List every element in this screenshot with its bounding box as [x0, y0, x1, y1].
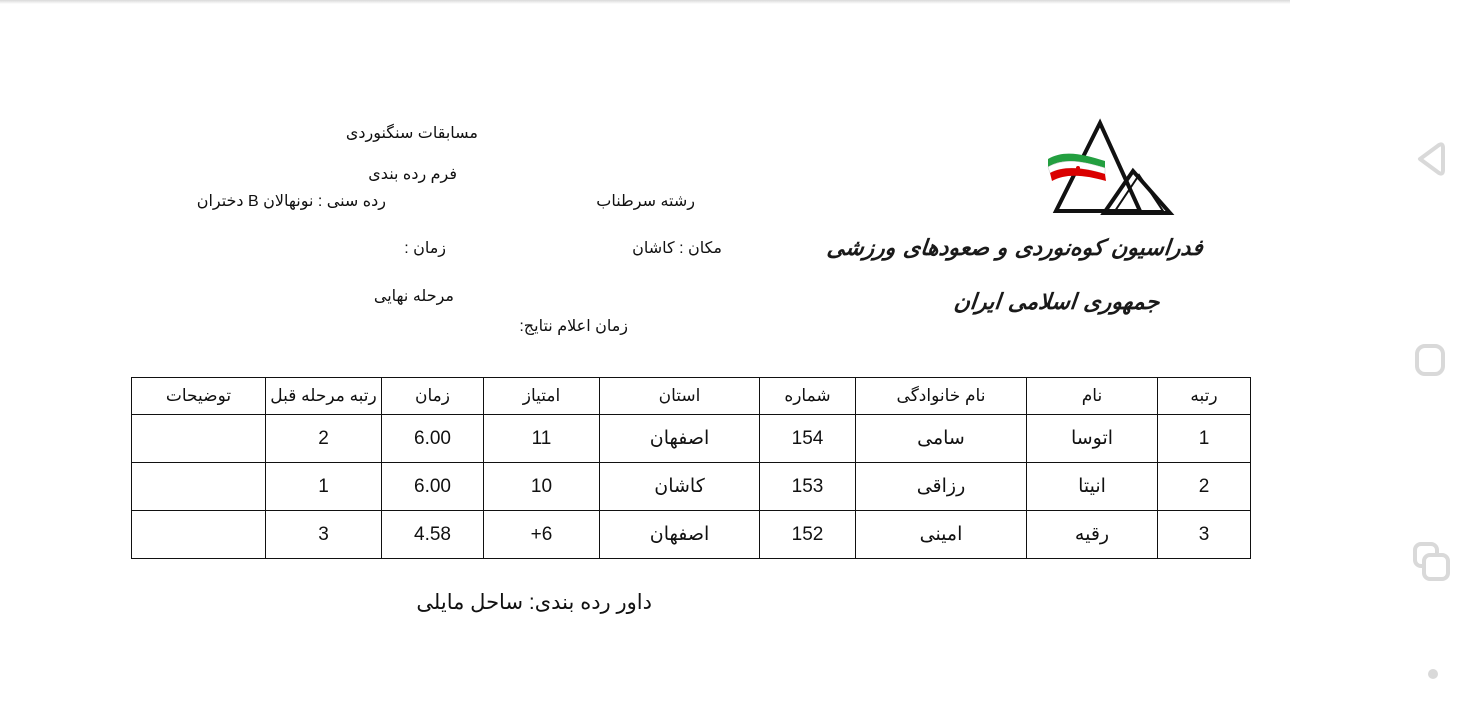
discipline-label: رشته سرطناب [596, 193, 695, 210]
table-cell: 2 [1158, 463, 1251, 511]
column-header: رتبه [1158, 378, 1251, 415]
table-cell: 4.58 [382, 511, 484, 559]
table-cell: 3 [1158, 511, 1251, 559]
stage-label: مرحله نهایی [373, 288, 454, 305]
results-table [131, 377, 1251, 559]
table-cell: 10 [484, 463, 600, 511]
table-row [132, 415, 1251, 463]
table-cell: رقیه [1027, 511, 1158, 559]
back-icon[interactable] [1412, 139, 1448, 179]
table-cell: رزاقی [856, 463, 1027, 511]
competition-title: مسابقات سنگنوردی [345, 125, 478, 142]
results-time-label: زمان اعلام نتایج: [519, 318, 628, 335]
column-header: امتیاز [484, 378, 600, 415]
column-header: شماره [760, 378, 856, 415]
table-cell: انیتا [1027, 463, 1158, 511]
column-header: رتبه مرحله قبل [266, 378, 382, 415]
table-header-row [132, 378, 1251, 415]
table-cell: 3 [266, 511, 382, 559]
table-cell: 6+ [484, 511, 600, 559]
age-group-label: رده سنی : نونهالان B دختران [196, 193, 386, 210]
table-cell: اصفهان [600, 511, 760, 559]
table-cell [132, 463, 266, 511]
logo-caption-line1: فدراسیون کوه‌نوردی و صعودهای ورزشی [825, 235, 1205, 261]
table-row [132, 511, 1251, 559]
table-row [132, 463, 1251, 511]
table-cell: 152 [760, 511, 856, 559]
table-cell: 6.00 [382, 415, 484, 463]
judge-signature-line: داور رده بندی: ساحل مایلی [416, 591, 652, 614]
column-header: نام خانوادگی [856, 378, 1027, 415]
table-cell: اتوسا [1027, 415, 1158, 463]
table-cell: 2 [266, 415, 382, 463]
column-header: استان [600, 378, 760, 415]
table-cell: 154 [760, 415, 856, 463]
table-cell: سامی [856, 415, 1027, 463]
table-cell [132, 511, 266, 559]
column-header: زمان [382, 378, 484, 415]
table-cell: 1 [1158, 415, 1251, 463]
table-cell: 1 [266, 463, 382, 511]
column-header: توضیحات [132, 378, 266, 415]
table-cell: 153 [760, 463, 856, 511]
home-icon[interactable] [1412, 341, 1448, 379]
column-header: نام [1027, 378, 1158, 415]
logo-caption-line2: جمهوری اسلامی ایران [952, 289, 1161, 315]
table-cell: 6.00 [382, 463, 484, 511]
time-label: زمان : [404, 240, 446, 257]
recents-icon[interactable] [1412, 541, 1452, 583]
federation-logo [825, 115, 1205, 330]
mountain-emblem-icon [1020, 115, 1205, 225]
table-cell: 11 [484, 415, 600, 463]
table-cell: اصفهان [600, 415, 760, 463]
assistant-dot-icon[interactable] [1412, 664, 1448, 684]
place-label: مکان : کاشان [632, 240, 722, 257]
table-cell [132, 415, 266, 463]
table-cell: کاشان [600, 463, 760, 511]
form-title: فرم رده بندی [368, 166, 457, 183]
table-cell: امینی [856, 511, 1027, 559]
